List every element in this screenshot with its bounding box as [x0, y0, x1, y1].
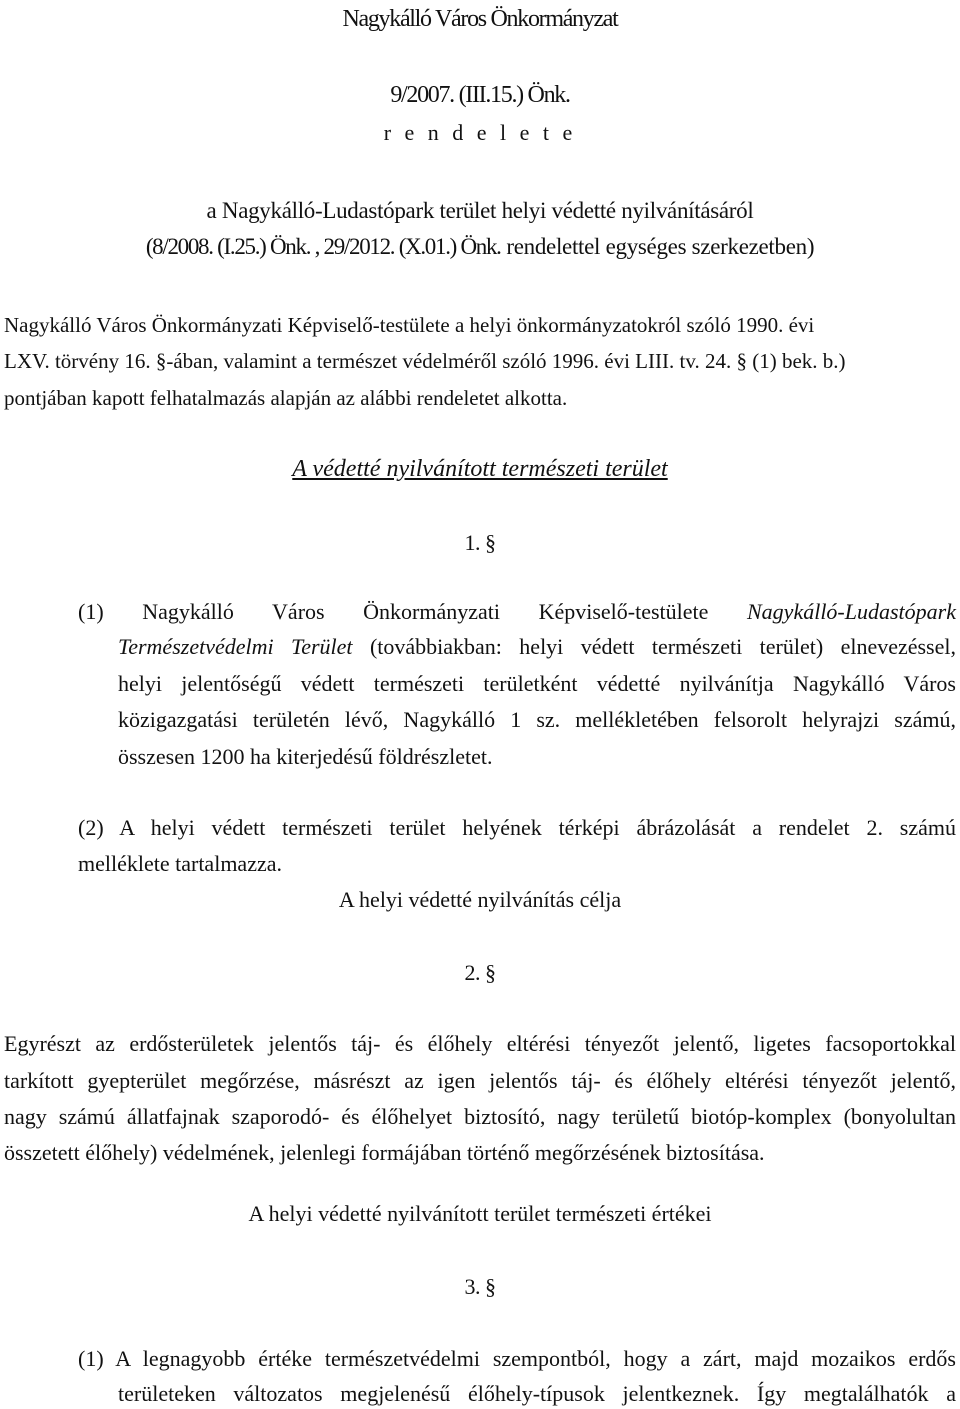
section-2-line-3: nagy számú állatfajnak szaporodó- és élőhelyet biztosító, nagy területű biotóp-komplex (bonyolultan — [4, 1104, 956, 1129]
section-1-p2-line-1: (2) A helyi védett természeti terület helyének térképi ábrázolását a rendelet 2. számú — [78, 815, 956, 840]
preamble-line-1: Nagykálló Város Önkormányzati Képviselő-testülete a helyi önkormányzatokról szóló 1990. évi — [4, 313, 815, 337]
section-1-p1-line-1b: Nagykálló-Ludastópark — [747, 599, 956, 624]
municipality-title: Nagykálló Város Önkormányzat — [342, 6, 618, 32]
decree-word: r e n d e l e t e — [383, 120, 577, 145]
section-1-p1-line-3: helyi jelentőségű védett természeti területként védetté nyilvánítja Nagykálló Város — [118, 671, 956, 696]
section-2-line-1: Egyrészt az erdősterületek jelentős táj- és élőhely eltérési tényezőt jelentő, ligetes facsoportokkal — [4, 1031, 956, 1056]
decree-number: 9/2007. (III.15.) Önk. — [390, 82, 570, 108]
section-1-p1-line-4: közigazgatási területén lévő, Nagykálló 1 sz. mellékletében felsorolt helyrajzi számú, — [118, 707, 956, 732]
section-3-line-2: területeken változatos megjelenésű élőhely-típusok jelentkeznek. Így megtalálhatók a — [118, 1381, 956, 1406]
section-2-number: 2. § — [464, 960, 496, 985]
section-3-line-1: (1) A legnagyobb értéke természetvédelmi szempontból, hogy a zárt, majd mozaikos erdős — [78, 1346, 956, 1371]
section-1-p1-line-1 — [78, 597, 956, 627]
section-1-number: 1. § — [464, 530, 496, 555]
section-3-number: 3. § — [464, 1274, 496, 1299]
section-2-line-4: összetett élőhely) védelmének, jelenlegi formájában történő megőrzésének biztosítása. — [4, 1140, 765, 1165]
chapter-2-title: A helyi védetté nyilvánítás célja — [338, 887, 622, 912]
section-1-p1-line-2b: (továbbiakban: helyi védett természeti terület) elnevezéssel, — [369, 634, 957, 659]
consolidation-prefix: (8/2008. (I.25.) Önk. , 29/2012. (X.01.) Önk. — [145, 234, 501, 259]
section-1-p1-line-2 — [118, 632, 956, 662]
chapter-3-title: A helyi védetté nyilvánított terület természeti értékei — [248, 1201, 712, 1226]
section-1-p1-line-5: összesen 1200 ha kiterjedésű földrészletet. — [118, 744, 493, 769]
decree-subject: a Nagykálló-Ludastópark terület helyi védetté nyilvánításáról — [206, 198, 754, 223]
preamble-line-2: LXV. törvény 16. §-ában, valamint a természet védelméről szóló 1996. évi LIII. tv. 24. § (1) bek. b.) — [4, 349, 846, 373]
section-1-p1-line-1a: (1) Nagykálló Város Önkormányzati Képviselő-testülete — [78, 599, 709, 624]
chapter-1-title: A védetté nyilvánított természeti terület — [292, 456, 668, 482]
section-1-p1-line-2a: Természetvédelmi Terület — [118, 634, 353, 659]
consolidation-suffix: rendelettel egységes szerkezetben) — [506, 234, 815, 259]
consolidation-note — [0, 232, 960, 262]
section-2-line-2: tarkított gyepterület megőrzése, másrészt az igen jelentős táj- és élőhely eltérési tényezőt jelentő, — [4, 1068, 956, 1093]
preamble-line-3: pontjában kapott felhatalmazás alapján az alábbi rendeletet alkotta. — [4, 386, 568, 410]
section-1-p2-line-2: melléklete tartalmazza. — [78, 851, 282, 876]
